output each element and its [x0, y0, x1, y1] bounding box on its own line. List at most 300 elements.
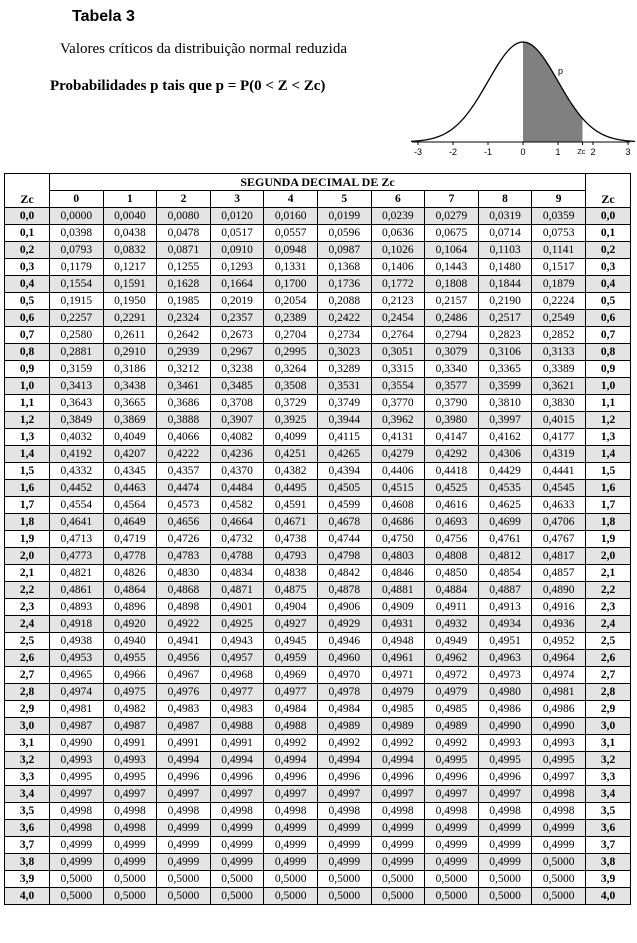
table-cell: 0,4906	[317, 599, 371, 616]
table-cell: 0,4998	[50, 820, 104, 837]
table-cell: 0,4608	[371, 497, 425, 514]
table-cell: 0,4778	[103, 548, 157, 565]
table-cell: 0,4999	[50, 837, 104, 854]
table-cell: 0,4940	[103, 633, 157, 650]
table-cell: 0,4998	[532, 803, 586, 820]
table-cell: 0,2454	[371, 310, 425, 327]
table-row	[5, 752, 631, 769]
table-cell: 0,4049	[103, 429, 157, 446]
table-cell: 0,4066	[157, 429, 211, 446]
row-label-zc-right: 2,9	[586, 701, 631, 718]
table-cell: 0,3289	[317, 361, 371, 378]
table-row	[5, 259, 631, 276]
table-cell: 0,4996	[425, 769, 479, 786]
table-row	[5, 616, 631, 633]
row-label-zc: 3,7	[5, 837, 50, 854]
table-cell: 0,4998	[210, 803, 264, 820]
table-cell: 0,4719	[103, 531, 157, 548]
table-cell: 0,2054	[264, 293, 318, 310]
table-cell: 0,2486	[425, 310, 479, 327]
table-cell: 0,3869	[103, 412, 157, 429]
table-cell: 0,4993	[478, 735, 532, 752]
table-cell: 0,5000	[210, 888, 264, 905]
table-cell: 0,3389	[532, 361, 586, 378]
table-cell: 0,2642	[157, 327, 211, 344]
table-cell: 0,4997	[532, 769, 586, 786]
column-header: 0	[50, 191, 104, 208]
table-cell: 0,4893	[50, 599, 104, 616]
table-cell: 0,4999	[425, 837, 479, 854]
table-row	[5, 582, 631, 599]
table-cell: 0,4980	[478, 684, 532, 701]
row-label-zc-right: 3,9	[586, 871, 631, 888]
table-cell: 0,4345	[103, 463, 157, 480]
table-cell: 0,3212	[157, 361, 211, 378]
table-cell: 0,4979	[371, 684, 425, 701]
table-cell: 0,4998	[317, 803, 371, 820]
table-cell: 0,0040	[103, 208, 157, 225]
table-cell: 0,4394	[317, 463, 371, 480]
table-cell: 0,0793	[50, 242, 104, 259]
table-cell: 0,5000	[103, 871, 157, 888]
table-cell: 0,4996	[157, 769, 211, 786]
table-cell: 0,4997	[478, 786, 532, 803]
table-cell: 0,4812	[478, 548, 532, 565]
row-label-zc: 1,4	[5, 446, 50, 463]
table-row	[5, 514, 631, 531]
row-label-zc: 1,2	[5, 412, 50, 429]
table-cell: 0,4319	[532, 446, 586, 463]
row-label-zc: 1,0	[5, 378, 50, 395]
table-cell: 0,4429	[478, 463, 532, 480]
table-cell: 0,4925	[210, 616, 264, 633]
table-cell: 0,4999	[157, 820, 211, 837]
table-cell: 0,4131	[371, 429, 425, 446]
table-cell: 0,4999	[103, 837, 157, 854]
row-label-zc: 0,8	[5, 344, 50, 361]
table-cell: 0,4099	[264, 429, 318, 446]
table-cell: 0,3413	[50, 378, 104, 395]
table-cell: 0,3186	[103, 361, 157, 378]
table-cell: 0,4545	[532, 480, 586, 497]
page-title: Tabela 3	[72, 8, 135, 25]
table-cell: 0,0160	[264, 208, 318, 225]
table-cell: 0,4943	[210, 633, 264, 650]
table-cell: 0,4793	[264, 548, 318, 565]
table-cell: 0,4236	[210, 446, 264, 463]
row-label-zc-right: 2,2	[586, 582, 631, 599]
table-cell: 0,2157	[425, 293, 479, 310]
table-row	[5, 531, 631, 548]
table-cell: 0,4931	[371, 616, 425, 633]
table-cell: 0,4515	[371, 480, 425, 497]
row-label-zc-right: 1,4	[586, 446, 631, 463]
table-cell: 0,3438	[103, 378, 157, 395]
table-cell: 0,4974	[50, 684, 104, 701]
table-cell: 0,4357	[157, 463, 211, 480]
table-cell: 0,0948	[264, 242, 318, 259]
table-cell: 0,0910	[210, 242, 264, 259]
table-cell: 0,0319	[478, 208, 532, 225]
row-label-zc: 3,8	[5, 854, 50, 871]
table-cell: 0,4997	[103, 786, 157, 803]
table-cell: 0,4999	[103, 854, 157, 871]
table-cell: 0,4564	[103, 497, 157, 514]
row-label-zc-right: 2,3	[586, 599, 631, 616]
table-cell: 0,0636	[371, 225, 425, 242]
table-cell: 0,5000	[50, 888, 104, 905]
table-cell: 0,4949	[425, 633, 479, 650]
table-cell: 0,4994	[157, 752, 211, 769]
table-cell: 0,4994	[210, 752, 264, 769]
table-cell: 0,4938	[50, 633, 104, 650]
row-label-zc: 2,1	[5, 565, 50, 582]
table-cell: 0,4996	[478, 769, 532, 786]
axis-tick-label: 0	[520, 147, 526, 157]
table-cell: 0,4998	[50, 803, 104, 820]
table-cell: 0,0517	[210, 225, 264, 242]
table-row	[5, 718, 631, 735]
row-label-zc-right: 0,7	[586, 327, 631, 344]
axis-tick-label: -1	[483, 147, 493, 157]
table-cell: 0,4999	[371, 820, 425, 837]
column-header-row	[5, 191, 631, 208]
table-cell: 0,2580	[50, 327, 104, 344]
table-cell: 0,0675	[425, 225, 479, 242]
table-cell: 0,4998	[371, 803, 425, 820]
row-label-zc-right: 3,6	[586, 820, 631, 837]
row-label-zc: 1,6	[5, 480, 50, 497]
table-cell: 0,4994	[317, 752, 371, 769]
table-row	[5, 548, 631, 565]
row-label-zc-right: 3,4	[586, 786, 631, 803]
table-row	[5, 701, 631, 718]
table-cell: 0,1628	[157, 276, 211, 293]
table-cell: 0,4664	[210, 514, 264, 531]
table-cell: 0,3849	[50, 412, 104, 429]
table-cell: 0,4452	[50, 480, 104, 497]
table-cell: 0,4798	[317, 548, 371, 565]
table-cell: 0,4995	[50, 769, 104, 786]
row-label-zc: 0,5	[5, 293, 50, 310]
table-cell: 0,4995	[425, 752, 479, 769]
table-cell: 0,4990	[478, 718, 532, 735]
table-cell: 0,4983	[157, 701, 211, 718]
row-label-zc-right: 2,4	[586, 616, 631, 633]
table-cell: 0,1985	[157, 293, 211, 310]
table-cell: 0,1443	[425, 259, 479, 276]
table-cell: 0,4854	[478, 565, 532, 582]
table-cell: 0,0199	[317, 208, 371, 225]
table-cell: 0,4999	[425, 854, 479, 871]
table-cell: 0,5000	[264, 888, 318, 905]
table-cell: 0,1368	[317, 259, 371, 276]
table-cell: 0,4756	[425, 531, 479, 548]
table-cell: 0,4686	[371, 514, 425, 531]
table-cell: 0,2517	[478, 310, 532, 327]
row-label-zc: 3,0	[5, 718, 50, 735]
table-cell: 0,4959	[264, 650, 318, 667]
row-label-zc: 2,3	[5, 599, 50, 616]
probability-formula: Probabilidades p tais que p = P(0 < Z < Zc)	[50, 78, 326, 94]
table-cell: 0,2852	[532, 327, 586, 344]
table-cell: 0,4868	[157, 582, 211, 599]
table-cell: 0,4985	[425, 701, 479, 718]
table-cell: 0,3023	[317, 344, 371, 361]
table-cell: 0,4999	[478, 854, 532, 871]
table-row	[5, 854, 631, 871]
row-label-zc: 3,3	[5, 769, 50, 786]
table-cell: 0,2291	[103, 310, 157, 327]
table-cell: 0,1554	[50, 276, 104, 293]
table-row	[5, 599, 631, 616]
table-cell: 0,1879	[532, 276, 586, 293]
table-cell: 0,4887	[478, 582, 532, 599]
table-row	[5, 650, 631, 667]
axis-tick-labels	[414, 147, 631, 157]
table-cell: 0,4505	[317, 480, 371, 497]
row-label-zc: 0,7	[5, 327, 50, 344]
row-label-zc: 0,0	[5, 208, 50, 225]
table-row	[5, 480, 631, 497]
table-row	[5, 429, 631, 446]
table-cell: 0,4994	[371, 752, 425, 769]
row-label-zc: 4,0	[5, 888, 50, 905]
row-label-zc-right: 3,3	[586, 769, 631, 786]
table-cell: 0,4979	[425, 684, 479, 701]
table-row	[5, 497, 631, 514]
table-cell: 0,4995	[532, 752, 586, 769]
table-cell: 0,4406	[371, 463, 425, 480]
column-header: 9	[532, 191, 586, 208]
table-cell: 0,4898	[157, 599, 211, 616]
table-row	[5, 769, 631, 786]
axis-tick-label: 3	[625, 147, 631, 157]
row-label-zc-right: 1,6	[586, 480, 631, 497]
table-row	[5, 463, 631, 480]
row-label-zc: 2,0	[5, 548, 50, 565]
row-label-zc: 3,6	[5, 820, 50, 837]
table-cell: 0,0239	[371, 208, 425, 225]
table-cell: 0,4999	[478, 837, 532, 854]
table-cell: 0,3079	[425, 344, 479, 361]
table-cell: 0,2422	[317, 310, 371, 327]
table-cell: 0,4222	[157, 446, 211, 463]
table-cell: 0,5000	[532, 871, 586, 888]
table-row	[5, 837, 631, 854]
table-cell: 0,4706	[532, 514, 586, 531]
table-cell: 0,4656	[157, 514, 211, 531]
row-label-zc: 2,2	[5, 582, 50, 599]
row-label-zc: 1,1	[5, 395, 50, 412]
table-row	[5, 412, 631, 429]
table-cell: 0,0359	[532, 208, 586, 225]
table-cell: 0,4192	[50, 446, 104, 463]
row-label-zc-right: 0,1	[586, 225, 631, 242]
table-cell: 0,2389	[264, 310, 318, 327]
table-cell: 0,3708	[210, 395, 264, 412]
table-cell: 0,2794	[425, 327, 479, 344]
table-cell: 0,2704	[264, 327, 318, 344]
table-row	[5, 888, 631, 905]
table-cell: 0,4767	[532, 531, 586, 548]
table-cell: 0,4535	[478, 480, 532, 497]
table-cell: 0,4993	[103, 752, 157, 769]
column-header: 7	[425, 191, 479, 208]
table-cell: 0,3749	[317, 395, 371, 412]
table-cell: 0,4817	[532, 548, 586, 565]
table-row	[5, 667, 631, 684]
table-row	[5, 293, 631, 310]
table-cell: 0,4641	[50, 514, 104, 531]
row-label-zc-right: 0,2	[586, 242, 631, 259]
table-cell: 0,4964	[532, 650, 586, 667]
table-cell: 0,4279	[371, 446, 425, 463]
table-cell: 0,2995	[264, 344, 318, 361]
table-cell: 0,4989	[371, 718, 425, 735]
table-cell: 0,2823	[478, 327, 532, 344]
table-cell: 0,1103	[478, 242, 532, 259]
table-cell: 0,4838	[264, 565, 318, 582]
table-cell: 0,2881	[50, 344, 104, 361]
table-cell: 0,1736	[317, 276, 371, 293]
table-cell: 0,4985	[371, 701, 425, 718]
table-cell: 0,4987	[103, 718, 157, 735]
table-cell: 0,4693	[425, 514, 479, 531]
table-cell: 0,4996	[264, 769, 318, 786]
table-cell: 0,1808	[425, 276, 479, 293]
table-row	[5, 225, 631, 242]
table-row	[5, 684, 631, 701]
table-cell: 0,4251	[264, 446, 318, 463]
table-cell: 0,4968	[210, 667, 264, 684]
table-cell: 0,1217	[103, 259, 157, 276]
table-cell: 0,4997	[317, 786, 371, 803]
table-cell: 0,4881	[371, 582, 425, 599]
table-cell: 0,4995	[478, 752, 532, 769]
table-cell: 0,5000	[264, 871, 318, 888]
table-cell: 0,4957	[210, 650, 264, 667]
zc-tick-label: Zc	[577, 149, 586, 156]
row-label-zc-right: 0,6	[586, 310, 631, 327]
table-cell: 0,2123	[371, 293, 425, 310]
table-cell: 0,4788	[210, 548, 264, 565]
table-cell: 0,5000	[210, 871, 264, 888]
table-cell: 0,4826	[103, 565, 157, 582]
table-cell: 0,4976	[157, 684, 211, 701]
table-cell: 0,4871	[210, 582, 264, 599]
table-cell: 0,4484	[210, 480, 264, 497]
table-cell: 0,4984	[264, 701, 318, 718]
row-label-zc-right: 0,3	[586, 259, 631, 276]
table-cell: 0,4973	[478, 667, 532, 684]
table-cell: 0,4808	[425, 548, 479, 565]
table-cell: 0,3554	[371, 378, 425, 395]
table-cell: 0,4633	[532, 497, 586, 514]
row-label-zc-right: 2,7	[586, 667, 631, 684]
row-label-zc: 3,2	[5, 752, 50, 769]
table-cell: 0,4418	[425, 463, 479, 480]
table-row	[5, 803, 631, 820]
axis-tick-label: -3	[413, 147, 423, 157]
row-label-zc-right: 2,8	[586, 684, 631, 701]
table-cell: 0,2224	[532, 293, 586, 310]
table-cell: 0,4909	[371, 599, 425, 616]
table-cell: 0,4884	[425, 582, 479, 599]
table-cell: 0,2910	[103, 344, 157, 361]
table-cell: 0,4861	[50, 582, 104, 599]
table-cell: 0,4370	[210, 463, 264, 480]
table-cell: 0,4997	[371, 786, 425, 803]
table-cell: 0,4896	[103, 599, 157, 616]
table-cell: 0,4525	[425, 480, 479, 497]
table-row	[5, 310, 631, 327]
row-label-zc: 2,9	[5, 701, 50, 718]
table-cell: 0,1772	[371, 276, 425, 293]
table-cell: 0,4082	[210, 429, 264, 446]
table-cell: 0,3264	[264, 361, 318, 378]
table-cell: 0,4830	[157, 565, 211, 582]
table-cell: 0,4999	[371, 837, 425, 854]
axis-tick-label: 1	[555, 147, 561, 157]
table-cell: 0,4992	[264, 735, 318, 752]
table-cell: 0,4997	[425, 786, 479, 803]
normal-distribution-table	[4, 173, 631, 905]
table-cell: 0,3508	[264, 378, 318, 395]
table-row	[5, 446, 631, 463]
table-cell: 0,3621	[532, 378, 586, 395]
table-cell: 0,4999	[317, 820, 371, 837]
table-cell: 0,4960	[317, 650, 371, 667]
row-label-zc: 1,7	[5, 497, 50, 514]
table-cell: 0,4983	[210, 701, 264, 718]
normal-curve-figure	[400, 32, 637, 162]
table-cell: 0,4999	[157, 854, 211, 871]
table-row	[5, 395, 631, 412]
table-cell: 0,4945	[264, 633, 318, 650]
table-cell: 0,3665	[103, 395, 157, 412]
table-cell: 0,4999	[210, 854, 264, 871]
table-cell: 0,4997	[264, 786, 318, 803]
table-cell: 0,4441	[532, 463, 586, 480]
table-cell: 0,4999	[478, 820, 532, 837]
table-cell: 0,4999	[210, 820, 264, 837]
table-cell: 0,2324	[157, 310, 211, 327]
table-cell: 0,4901	[210, 599, 264, 616]
table-cell: 0,4978	[317, 684, 371, 701]
table-cell: 0,4981	[50, 701, 104, 718]
row-label-zc: 3,1	[5, 735, 50, 752]
row-label-zc-right: 1,0	[586, 378, 631, 395]
table-cell: 0,4952	[532, 633, 586, 650]
table-cell: 0,4904	[264, 599, 318, 616]
table-cell: 0,4999	[425, 820, 479, 837]
table-cell: 0,5000	[478, 888, 532, 905]
table-cell: 0,4875	[264, 582, 318, 599]
table-cell: 0,4678	[317, 514, 371, 531]
table-cell: 0,4846	[371, 565, 425, 582]
table-row	[5, 344, 631, 361]
table-cell: 0,5000	[317, 871, 371, 888]
row-label-zc-right: 4,0	[586, 888, 631, 905]
row-label-zc: 1,3	[5, 429, 50, 446]
table-cell: 0,4162	[478, 429, 532, 446]
table-cell: 0,4993	[532, 735, 586, 752]
table-cell: 0,4599	[317, 497, 371, 514]
table-cell: 0,4616	[425, 497, 479, 514]
table-cell: 0,5000	[317, 888, 371, 905]
table-cell: 0,4975	[103, 684, 157, 701]
